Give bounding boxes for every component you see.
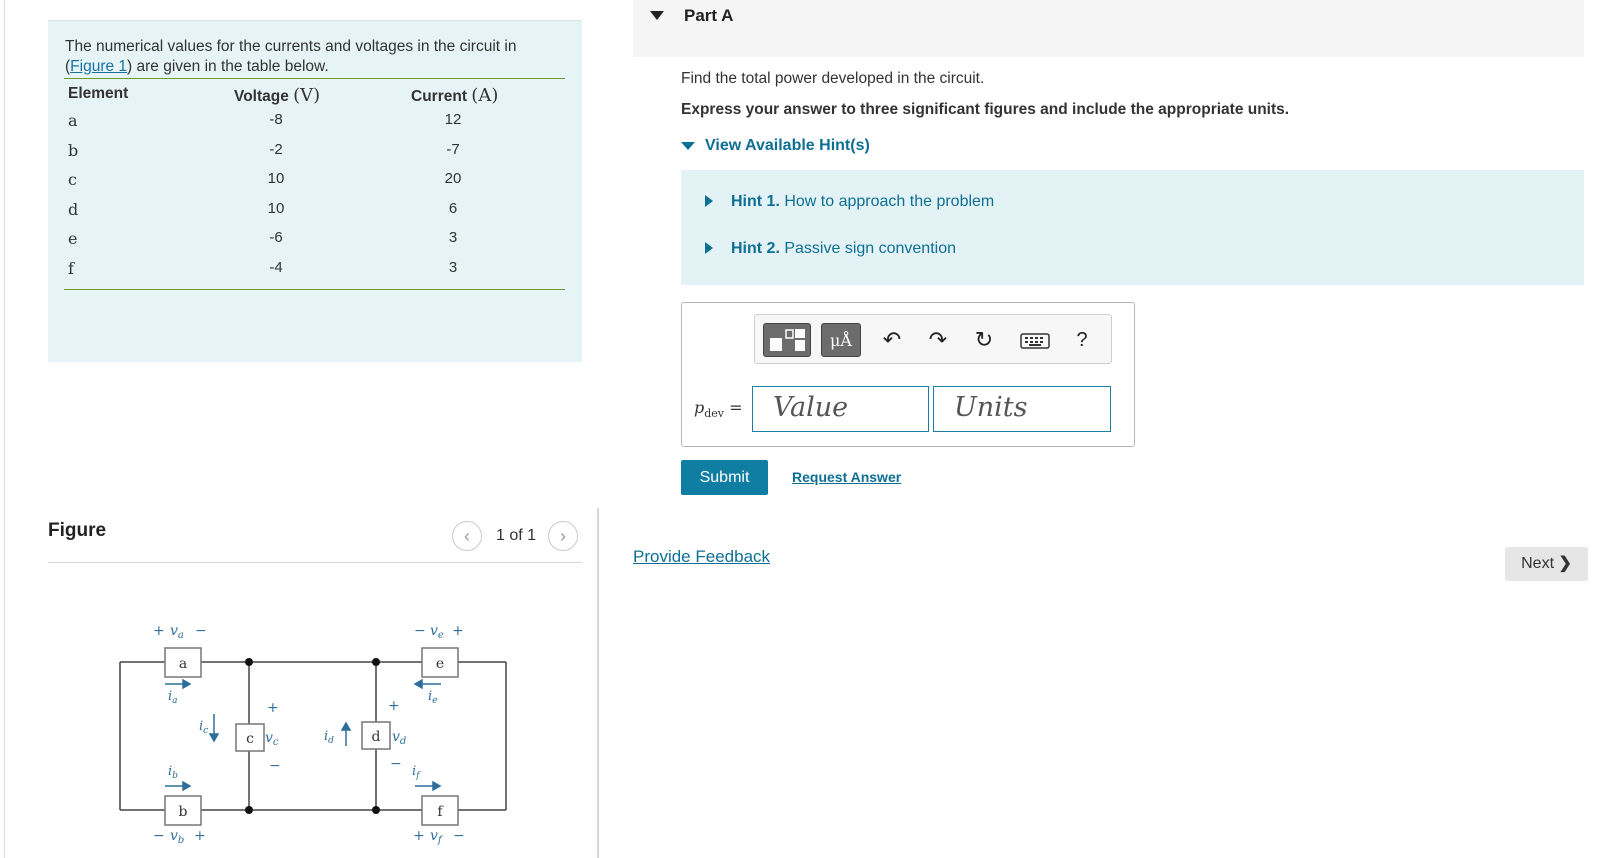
request-answer-link[interactable]: Request Answer bbox=[792, 469, 902, 485]
ib-symbol: i bbox=[168, 764, 173, 779]
equals-sign: = bbox=[729, 398, 743, 417]
table-cell-current: 12 bbox=[444, 111, 462, 128]
ve-label bbox=[430, 623, 444, 641]
undo-button[interactable] bbox=[877, 326, 907, 354]
table-cell-element: e bbox=[68, 229, 78, 248]
va-label bbox=[170, 623, 184, 641]
keyboard-button[interactable] bbox=[1017, 326, 1053, 354]
problem-intro-panel bbox=[48, 20, 582, 362]
table-cell-element: b bbox=[68, 140, 79, 160]
chevron-left-icon: ‹ bbox=[464, 526, 470, 546]
element-e-label: e bbox=[435, 656, 445, 672]
next-label: Next bbox=[1521, 555, 1555, 572]
ve-minus: − bbox=[414, 623, 426, 639]
table-cell-voltage: -8 bbox=[269, 111, 283, 128]
part-title: Part A bbox=[684, 6, 734, 25]
hint-1[interactable] bbox=[705, 193, 994, 211]
answer-variable bbox=[694, 398, 743, 420]
id-symbol: i bbox=[324, 729, 329, 744]
table-cell-voltage: -6 bbox=[269, 229, 283, 246]
table-cell-element: f bbox=[68, 258, 74, 278]
help-button[interactable]: ? bbox=[1076, 329, 1088, 351]
ve-plus: + bbox=[452, 623, 464, 639]
ic-sub: c bbox=[203, 726, 209, 736]
reset-button[interactable] bbox=[969, 326, 999, 354]
vb-sub: b bbox=[177, 835, 185, 846]
units-button[interactable] bbox=[821, 323, 861, 357]
vf-sub: f bbox=[437, 835, 442, 846]
vd-plus: + bbox=[388, 698, 400, 714]
reset-icon: ↻ bbox=[974, 327, 994, 352]
units-button-label: μÅ bbox=[830, 331, 852, 350]
intro-text-before: The numerical values for the currents and voltages in the circuit in ( bbox=[65, 38, 517, 75]
figure-rule bbox=[48, 562, 582, 563]
element-c bbox=[236, 724, 264, 751]
ie-label bbox=[428, 689, 438, 706]
vd-symbol: v bbox=[392, 729, 400, 745]
header-element: Element bbox=[68, 85, 129, 102]
table-cell-voltage: -2 bbox=[269, 140, 283, 158]
if-label bbox=[412, 764, 421, 781]
table-cell-current: 20 bbox=[444, 170, 462, 187]
templates-icon bbox=[764, 324, 810, 356]
element-d-label: d bbox=[371, 729, 381, 745]
caret-right-icon bbox=[705, 242, 713, 254]
element-a bbox=[165, 648, 201, 677]
ic-label bbox=[199, 719, 208, 736]
vc-minus: − bbox=[269, 758, 281, 774]
table-cell-voltage: 10 bbox=[267, 170, 285, 187]
vd-minus: − bbox=[390, 756, 402, 772]
element-b bbox=[165, 796, 201, 825]
figure-pager: 1 of 1 bbox=[496, 527, 537, 544]
answer-box bbox=[681, 302, 1135, 447]
templates-button[interactable] bbox=[763, 323, 811, 357]
header-voltage-unit: (V) bbox=[293, 85, 321, 106]
ia-symbol: i bbox=[168, 689, 173, 704]
vd-sub: d bbox=[399, 736, 407, 747]
instruction-text: Express your answer to three significant figures and include the appropriate units. bbox=[681, 101, 1290, 118]
table-cell-element: a bbox=[68, 111, 78, 130]
table-top-rule bbox=[64, 78, 565, 79]
element-a-label: a bbox=[178, 656, 188, 672]
vf-label bbox=[430, 828, 444, 846]
table-cell-current: 3 bbox=[448, 229, 458, 246]
figure-title: Figure bbox=[48, 520, 107, 541]
figure-prev-button[interactable] bbox=[452, 521, 482, 551]
vb-minus: − bbox=[153, 828, 165, 844]
vc-plus: + bbox=[267, 700, 279, 716]
units-input[interactable]: Units bbox=[933, 386, 1111, 432]
redo-icon: ↷ bbox=[928, 327, 948, 352]
collapse-triangle-icon bbox=[650, 11, 664, 20]
provide-feedback-link[interactable]: Provide Feedback bbox=[633, 547, 771, 566]
ie-symbol: i bbox=[428, 689, 433, 704]
caret-down-icon bbox=[681, 142, 695, 150]
vb-symbol: v bbox=[170, 828, 178, 844]
figure-next-button[interactable] bbox=[548, 521, 578, 551]
circuit-diagram bbox=[110, 620, 510, 850]
vf-plus: + bbox=[413, 828, 425, 844]
page-left-border bbox=[4, 0, 5, 858]
variable-subscript: dev bbox=[704, 407, 725, 421]
vf-minus: − bbox=[453, 828, 465, 844]
redo-button[interactable] bbox=[923, 326, 953, 354]
intro-text bbox=[65, 37, 565, 77]
panel-divider bbox=[597, 508, 599, 858]
ia-label bbox=[168, 689, 178, 706]
value-input[interactable]: Value bbox=[752, 386, 929, 432]
vb-label bbox=[170, 828, 184, 846]
question-text: Find the total power developed in the circuit. bbox=[681, 70, 985, 87]
va-symbol: v bbox=[170, 623, 178, 639]
if-symbol: i bbox=[412, 764, 417, 779]
element-c-label: c bbox=[246, 731, 254, 747]
vb-plus: + bbox=[194, 828, 206, 844]
chevron-right-icon: › bbox=[560, 526, 566, 546]
ib-label bbox=[168, 764, 178, 781]
ic-symbol: i bbox=[199, 719, 204, 734]
id-sub: d bbox=[328, 736, 334, 746]
hints-panel bbox=[681, 170, 1584, 285]
header-voltage-label: Voltage bbox=[234, 88, 289, 105]
view-hints-label: View Available Hint(s) bbox=[705, 137, 870, 154]
vd-label bbox=[392, 729, 406, 747]
element-d bbox=[362, 722, 390, 749]
hint-2-label: Hint 2. bbox=[731, 240, 780, 257]
view-hints-toggle[interactable] bbox=[681, 137, 870, 155]
submit-button[interactable]: Submit bbox=[681, 460, 768, 495]
variable-symbol: p bbox=[694, 398, 705, 417]
vf-symbol: v bbox=[430, 828, 438, 844]
figure-link[interactable]: Figure 1 bbox=[70, 58, 128, 75]
table-cell-element: d bbox=[68, 199, 79, 219]
hint-2-text: Passive sign convention bbox=[784, 240, 956, 257]
element-e bbox=[422, 648, 458, 677]
hint-1-text: How to approach the problem bbox=[784, 193, 995, 210]
ib-sub: b bbox=[172, 771, 178, 781]
table-bottom-rule bbox=[64, 289, 565, 290]
chevron-right-icon: ❯ bbox=[1558, 555, 1572, 572]
header-voltage bbox=[234, 85, 320, 106]
caret-right-icon bbox=[705, 195, 713, 207]
math-toolbar bbox=[754, 314, 1112, 364]
va-minus: − bbox=[195, 623, 207, 639]
id-label bbox=[324, 729, 334, 746]
undo-icon: ↶ bbox=[882, 327, 902, 352]
intro-text-after: ) are given in the table below. bbox=[127, 58, 329, 75]
part-a-header[interactable] bbox=[633, 0, 1584, 57]
table-cell-current: 3 bbox=[448, 258, 458, 276]
element-f-label: f bbox=[437, 804, 443, 820]
vc-symbol: v bbox=[265, 730, 273, 746]
header-current-label: Current bbox=[411, 88, 467, 105]
va-sub: a bbox=[177, 630, 184, 641]
ie-sub: e bbox=[432, 696, 438, 706]
next-button[interactable] bbox=[1505, 547, 1588, 581]
ia-sub: a bbox=[172, 696, 178, 706]
hint-2[interactable] bbox=[705, 240, 956, 258]
element-b-label: b bbox=[178, 804, 188, 820]
if-sub: f bbox=[416, 771, 420, 781]
table-cell-current: -7 bbox=[446, 140, 460, 158]
ve-sub: e bbox=[437, 630, 444, 641]
table-cell-element: c bbox=[68, 170, 77, 189]
header-current-unit: (A) bbox=[471, 85, 499, 106]
hint-1-label: Hint 1. bbox=[731, 193, 780, 210]
ve-symbol: v bbox=[430, 623, 438, 639]
table-cell-current: 6 bbox=[448, 199, 458, 217]
element-f bbox=[422, 796, 458, 825]
keyboard-icon bbox=[1020, 331, 1050, 351]
vc-label bbox=[265, 730, 279, 748]
table-cell-voltage: -4 bbox=[269, 258, 283, 276]
vc-sub: c bbox=[272, 737, 279, 748]
header-current bbox=[411, 85, 498, 106]
va-plus: + bbox=[153, 623, 165, 639]
table-cell-voltage: 10 bbox=[267, 199, 285, 217]
